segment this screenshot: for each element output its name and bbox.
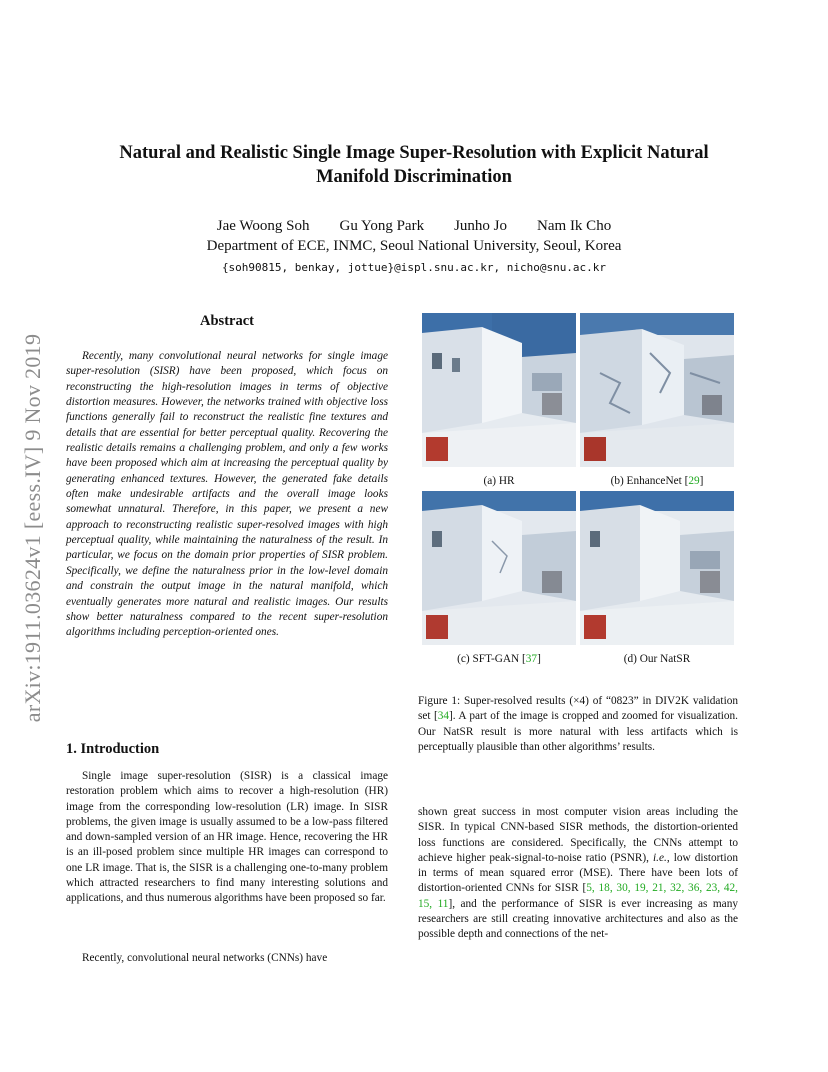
author-emails: {soh90815, benkay, jottue}@ispl.snu.ac.kr, nicho@snu.ac.kr <box>221 261 607 274</box>
author-name: Jae Woong Soh <box>216 218 310 234</box>
subfigure-caption-c <box>422 653 576 665</box>
figure-image-natsr <box>580 491 734 645</box>
paragraph-text: shown great success in most computer vision areas including the SISR. In typical CNN-based SISR methods, the distortion-oriented loss functions are considered. Specifically, the CNNs attempt to achieve higher peak-signal-to-noise ratio (PSNR), <box>418 806 738 864</box>
title-line-1: Natural and Realistic Single Image Super-Resolution with Explicit Natural <box>119 143 709 163</box>
figure-image-sftgan <box>422 491 576 645</box>
caption-text: (c) SFT-GAN [ <box>457 653 526 665</box>
subfigure-caption-b <box>580 475 734 487</box>
citation-link[interactable]: 29 <box>688 475 700 487</box>
paragraph-text: i.e. <box>653 851 667 864</box>
paragraph-text: , low distortion in terms of mean squared error (MSE). There have been lots of distortion-oriented CNNs for SISR [ <box>418 851 738 895</box>
author-name: Junho Jo <box>454 218 508 234</box>
author-list <box>80 218 748 235</box>
caption-text: (b) EnhanceNet [ <box>610 475 689 487</box>
abstract-heading: Abstract <box>200 313 254 329</box>
intro-paragraph-2: Recently, convolutional neural networks (CNNs) have <box>82 952 328 964</box>
caption-text: ] <box>537 653 541 665</box>
paragraph-text: ], and the performance of SISR is ever increasing as many researchers are still creating innovative architectures and also as the possible depth and connections of the net- <box>418 897 738 941</box>
figure-caption <box>418 694 738 755</box>
caption-text: ] <box>699 475 704 487</box>
abstract-body: Recently, many convolutional neural networks for single image super-resolution (SISR) have been proposed, which focus on reconstructing the high-resolution images in terms of objective distortion measures. However, the networks trained with objective loss functions generally fail to reconstruct the realistic fine textures and details that are essential for better perceptual quality. Recovering the realistic details remains a challenging problem, and only a few works have been proposed which aim at increasing the perceptual quality by generating enhanced textures. However, the generated fake details often make undesirable artifacts and the overall image looks somewhat unnatural. Therefore, in this paper, we present a new approach to reconstructing realistic super-resolved images with high perceptual quality, while maintaining the naturalness of the result. In particular, we focus on the domain prior properties of SISR problem. Specifically, we define the naturalness prior in the low-level domain and constrain the output image in the natural manifold, which eventually generates more natural and realistic images. Our results show better naturalness compared to the recent super-resolution algorithms including perception-oriented ones. <box>66 350 388 639</box>
intro-paragraph-right <box>418 805 738 943</box>
arxiv-sidebar <box>4 288 62 768</box>
caption-text: ]. A part of the image is cropped and zoomed for visualization. Our NatSR result is more natural with less artifacts which is perceptually plausible than other algorithms’ results. <box>418 710 738 753</box>
figure-image-enhancenet <box>580 313 734 467</box>
author-name: Nam Ik Cho <box>537 218 612 234</box>
paper-title <box>80 141 748 189</box>
citation-links[interactable]: 5, 18, 30, 19, 21, 32, 36, 23, 42, 15, 11 <box>418 882 738 910</box>
section-heading-introduction: 1. Introduction <box>66 741 160 757</box>
intro-paragraph-1: Single image super-resolution (SISR) is a classical image restoration problem which aims to recover a high-resolution (HR) image from the corresponding low-resolution (LR) image. In SISR problems, the given image is usually assumed to be a low-pass filtered and down-sampled version of an HR image. Hence, recovering the HR is an ill-posed problem since multiple HR images can correspond to one LR image. That is, the SISR is a challenging one-to-many problem which attracted researchers to find many interesting solutions and applications, and thus numerous algorithms have been proposed so far. <box>66 770 388 905</box>
subfigure-caption-d: (d) Our NatSR <box>623 653 691 665</box>
arxiv-identifier: arXiv:1911.03624v1 [eess.IV] 9 Nov 2019 <box>20 333 45 723</box>
author-name: Gu Yong Park <box>339 218 425 234</box>
affiliation: Department of ECE, INMC, Seoul National University, Seoul, Korea <box>206 238 622 254</box>
figure-image-hr <box>422 313 576 467</box>
subfigure-caption-a: (a) HR <box>483 475 515 487</box>
citation-link[interactable]: 34 <box>437 710 450 723</box>
title-line-2: Manifold Discrimination <box>316 167 512 187</box>
caption-text: Figure 1: Super-resolved results (×4) of “0823” in DIV2K validation set [ <box>418 695 738 723</box>
citation-link[interactable]: 37 <box>525 653 538 665</box>
figure-1 <box>420 313 736 673</box>
